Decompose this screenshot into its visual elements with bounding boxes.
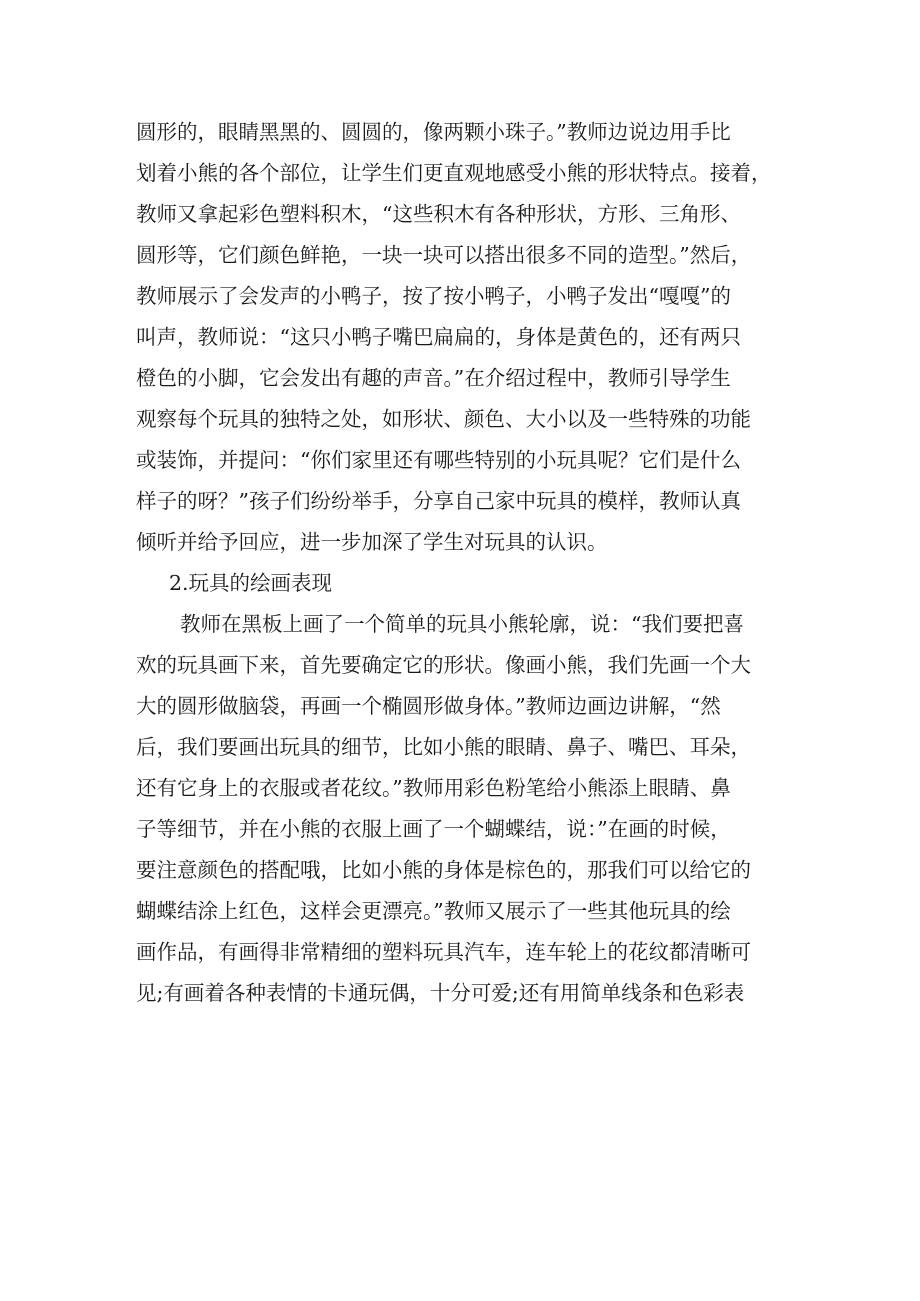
text-line: 后，我们要画出玩具的细节，比如小熊的眼睛、鼻子、嘴巴、耳朵， xyxy=(136,735,751,759)
text-line: 大的圆形做脑袋，再画一个椭圆形做身体。”教师边画边讲解，“然 xyxy=(136,694,721,718)
text-line: 观察每个玩具的独特之处，如形状、颜色、大小以及一些特殊的功能 xyxy=(136,407,751,431)
text-line: 教师在黑板上画了一个简单的玩具小熊轮廓，说：“我们要把喜 xyxy=(180,612,744,636)
text-line: 圆形等，它们颜色鲜艳，一块一块可以搭出很多不同的造型。”然后， xyxy=(136,243,752,267)
text-line: 子等细节，并在小熊的衣服上画了一个蝴蝶结，说：”在画的时候， xyxy=(136,817,731,841)
text-line: 圆形的，眼睛黑黑的、圆圆的，像两颗小珠子。”教师边说边用手比 xyxy=(136,120,731,144)
text-line: 样子的呀？”孩子们纷纷举手，分享自己家中玩具的模样，教师认真 xyxy=(136,489,741,513)
text-line: 或装饰，并提问：“你们家里还有哪些特别的小玩具呢？它们是什么 xyxy=(136,448,741,472)
section-heading: 2.玩具的绘画表现 xyxy=(169,571,333,595)
text-line: 画作品，有画得非常精细的塑料玩具汽车，连车轮上的花纹都清晰可 xyxy=(136,940,751,964)
text-line: 还有它身上的衣服或者花纹。”教师用彩色粉笔给小熊添上眼睛、鼻 xyxy=(136,776,731,800)
text-line: 倾听并给予回应，进一步加深了学生对玩具的认识。 xyxy=(136,530,608,554)
text-line: 见;有画着各种表情的卡通玩偶，十分可爱;还有用简单线条和色彩表 xyxy=(136,981,745,1005)
paragraph-drawing-demonstration xyxy=(136,604,796,1014)
text-line: 叫声，教师说：“这只小鸭子嘴巴扁扁的，身体是黄色的，还有两只 xyxy=(136,325,741,349)
text-line: 要注意颜色的搭配哦，比如小熊的身体是棕色的，那我们可以给它的 xyxy=(136,858,751,882)
text-line: 教师展示了会发声的小鸭子，按了按小鸭子，小鸭子发出“嘎嘎”的 xyxy=(136,284,731,308)
text-line: 教师又拿起彩色塑料积木，“这些积木有各种形状，方形、三角形、 xyxy=(136,202,741,226)
body-text xyxy=(136,112,796,1014)
text-line: 欢的玩具画下来，首先要确定它的形状。像画小熊，我们先画一个大 xyxy=(136,653,751,677)
text-line: 划着小熊的各个部位，让学生们更直观地感受小熊的形状特点。接着， xyxy=(136,161,772,185)
text-line: 蝴蝶结涂上红色，这样会更漂亮。”教师又展示了一些其他玩具的绘 xyxy=(136,899,731,923)
paragraph-toy-introduction xyxy=(136,112,796,563)
text-line: 橙色的小脚，它会发出有趣的声音。”在介绍过程中，教师引导学生 xyxy=(136,366,731,390)
